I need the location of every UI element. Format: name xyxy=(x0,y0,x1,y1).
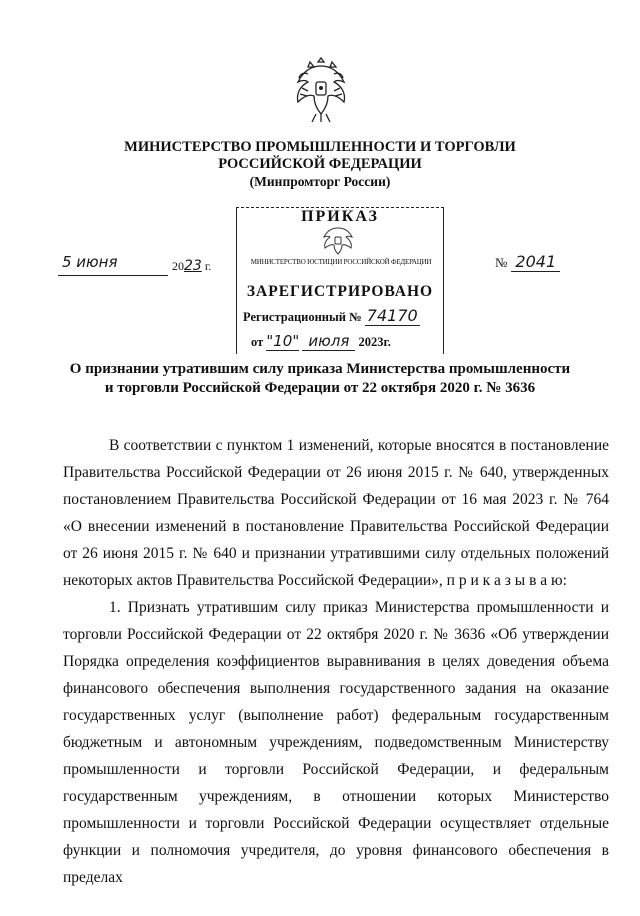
stamp-emblem xyxy=(321,224,355,256)
registration-number-value: 74170 xyxy=(366,306,418,325)
order-date-year-suffix: 23 xyxy=(184,258,202,274)
ministry-name-line1: МИНИСТЕРСТВО ПРОМЫШЛЕННОСТИ И ТОРГОВЛИ xyxy=(124,139,516,155)
order-date-day-month: 5 июня xyxy=(62,253,118,271)
order-number-value: 2041 xyxy=(511,252,560,272)
registration-date-line xyxy=(251,332,391,350)
ministry-name-line2: РОССИЙСКОЙ ФЕДЕРАЦИИ xyxy=(218,156,422,172)
double-headed-eagle-icon xyxy=(290,52,352,126)
registration-date-year: 2023г. xyxy=(358,335,391,349)
order-number xyxy=(495,252,560,272)
registration-number-label: Регистрационный № xyxy=(243,310,362,324)
registered-label: ЗАРЕГИСТРИРОВАНО xyxy=(246,283,434,300)
registration-stamp xyxy=(236,207,444,354)
body-paragraph-1: В соответствии с пунктом 1 изменений, которые вносятся в постановление Правительства Российской Федерации от 26 июня 2015 г. № 640, утвержденных постановлением Правительства Российской Федерации от 16 мая 2023 г. № 764 «О внесении изменений в постановление Правительства Российской Федерации от 26 июня 2015 г. № 640 и признании утратившими силу отдельных положений некоторых актов Правительства Российской Федерации», п р и к а з ы в а ю: xyxy=(63,437,609,589)
order-date-suffix: г. xyxy=(204,259,212,273)
document-title xyxy=(60,360,580,398)
registration-date-month: июля xyxy=(302,332,355,351)
registration-date-day: "10" xyxy=(266,332,300,350)
order-date-day-line xyxy=(58,253,168,276)
order-number-label: № xyxy=(495,255,508,270)
document-title-line2: и торговли Российской Федерации от 22 октября 2020 г. № 3636 xyxy=(104,380,536,396)
stamp-title: ПРИКАЗ xyxy=(301,208,379,225)
double-headed-eagle-icon xyxy=(321,224,355,256)
ministry-of-justice-label: МИНИСТЕРСТВО ЮСТИЦИИ РОССИЙСКОЙ ФЕДЕРАЦИИ xyxy=(250,258,432,266)
ministry-short-name: (Минпромторг России) xyxy=(249,174,391,189)
order-date-year xyxy=(172,258,211,274)
state-emblem xyxy=(290,52,352,126)
document-title-line1: О признании утратившим силу приказа Министерства промышленности xyxy=(69,361,571,377)
registration-date-prefix: от xyxy=(251,335,264,349)
registration-number-line xyxy=(243,306,420,325)
order-date-year-prefix: 20 xyxy=(172,259,184,273)
body-paragraph-2: 1. Признать утратившим силу приказ Министерства промышленности и торговли Российской Федерации от 22 октября 2020 г. № 3636 «Об утверждении Порядка определения коэффициентов выравнивания в целях доведения объема финансового обеспечения выполнения государственного задания на оказание государственных услуг (выполнение работ) федеральным государственным бюджетным и автономным учреждениям, подведомственным Министерству промышленности и торговли Российской Федерации, и федеральным государственным учреждениям, в отношении которых Министерство промышленности и торговли Российской Федерации осуществляет отдельные функции и полномочия учредителя, до уровня финансового обеспечения в пределах xyxy=(63,599,609,886)
